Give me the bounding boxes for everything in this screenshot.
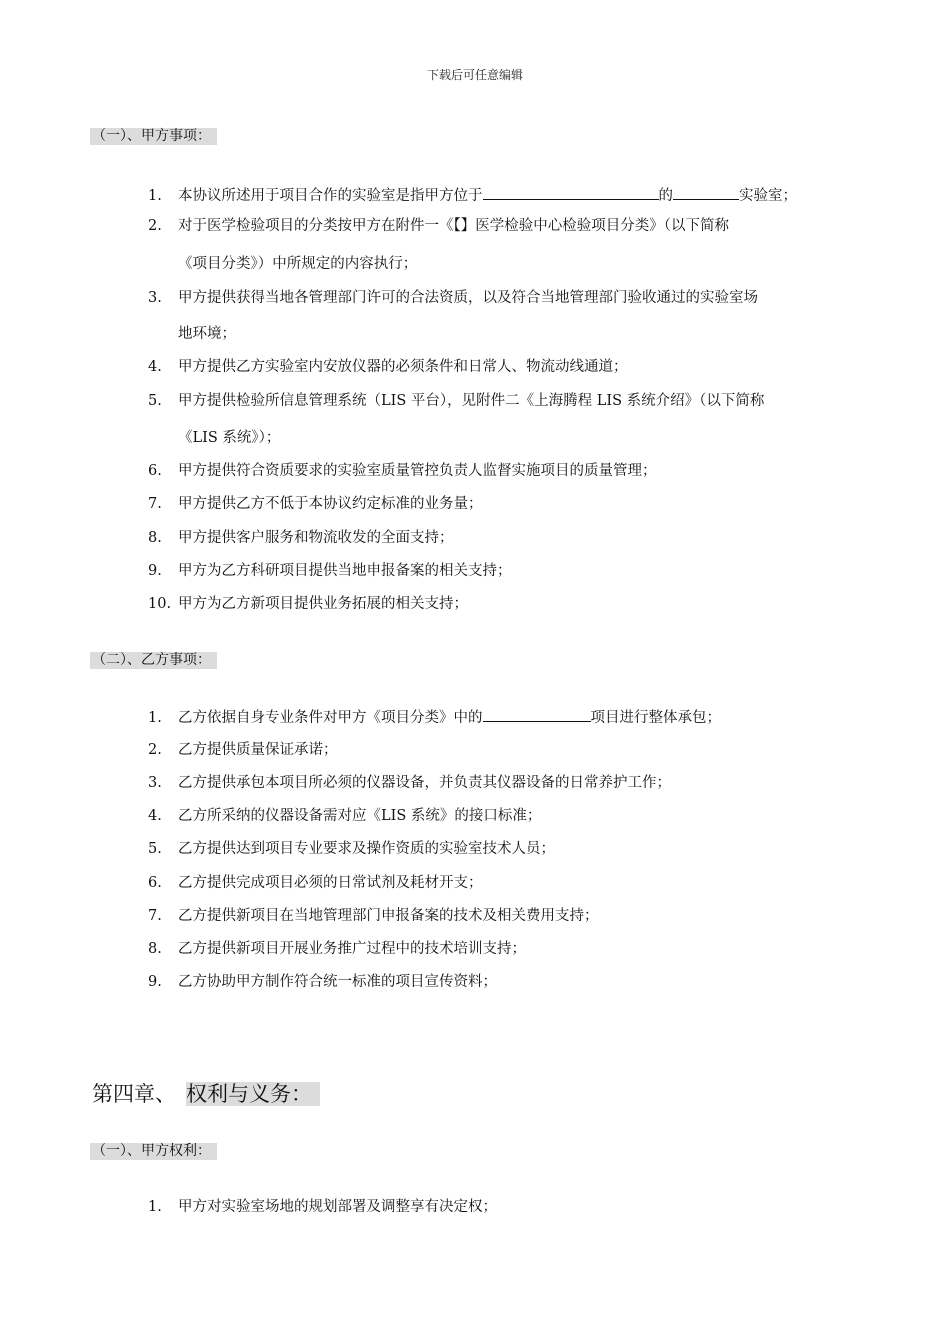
item-text: 甲方对实验室场地的规划部署及调整享有决定权； <box>178 1199 497 1215</box>
item-text: 乙方提供新项目开展业务推广过程中的技术培训支持； <box>178 941 526 957</box>
list-item <box>148 594 868 614</box>
list-item <box>148 216 868 236</box>
item-text: 乙方提供承包本项目所必须的仪器设备，并负责其仪器设备的日常养护工作； <box>178 775 671 791</box>
item-continuation: 《LIS 系统》）； <box>178 430 281 446</box>
item-number: 6. <box>148 875 162 891</box>
list-item <box>148 288 868 308</box>
item-number: 7. <box>148 908 162 924</box>
item-number: 2. <box>148 218 162 234</box>
list-item <box>148 1197 868 1217</box>
item-number: 4. <box>148 808 162 824</box>
section-title-party-a-matters: （一）、甲方事项： <box>90 128 217 145</box>
fill-blank-lab[interactable] <box>673 184 739 200</box>
list-item <box>148 839 868 859</box>
item-text: 乙方提供达到项目专业要求及操作资质的实验室技术人员； <box>178 841 555 857</box>
list-item <box>148 461 868 481</box>
item-text: 乙方依据自身专业条件对甲方《项目分类》中的 <box>178 710 483 726</box>
item-text: 甲方为乙方科研项目提供当地申报备案的相关支持； <box>178 563 512 579</box>
item-text: 乙方所采纳的仪器设备需对应《LIS 系统》的接口标准； <box>178 808 542 824</box>
fill-blank-location[interactable] <box>483 184 659 200</box>
list-item <box>148 806 868 826</box>
item-text: 乙方提供新项目在当地管理部门申报备案的技术及相关费用支持； <box>178 908 599 924</box>
item-number: 5. <box>148 841 162 857</box>
list-item <box>148 972 868 992</box>
item-number: 10. <box>148 596 172 612</box>
item-text: 甲方提供客户服务和物流收发的全面支持； <box>178 530 454 546</box>
section-title-party-b-matters: （二）、乙方事项： <box>90 652 217 669</box>
item-number: 2. <box>148 742 162 758</box>
item-continuation: 地环境； <box>178 326 236 342</box>
list-item <box>148 561 868 581</box>
item-text: 实验室； <box>739 188 797 204</box>
list-item <box>148 184 868 206</box>
item-number: 1. <box>148 1199 162 1215</box>
fill-blank-project[interactable] <box>483 706 591 722</box>
item-number: 4. <box>148 359 162 375</box>
item-number: 8. <box>148 941 162 957</box>
chapter-prefix: 第四章、 <box>92 1082 176 1106</box>
item-continuation: 《项目分类》）中所规定的内容执行； <box>178 256 418 272</box>
item-number: 5. <box>148 393 162 409</box>
item-text: 的 <box>658 188 673 204</box>
item-text: 甲方提供乙方不低于本协议约定标准的业务量； <box>178 496 483 512</box>
item-number: 3. <box>148 775 162 791</box>
page-header: 下载后可任意编辑 <box>426 68 523 82</box>
list-item <box>148 391 868 411</box>
item-number: 6. <box>148 463 162 479</box>
list-item <box>148 939 868 959</box>
item-text: 甲方提供符合资质要求的实验室质量管控负责人监督实施项目的质量管理； <box>178 463 657 479</box>
item-text: 乙方提供质量保证承诺； <box>178 742 338 758</box>
item-number: 1. <box>148 188 162 204</box>
list-item <box>148 906 868 926</box>
item-text: 对于医学检验项目的分类按甲方在附件一《【】医学检验中心检验项目分类》（以下简称 <box>178 218 729 234</box>
list-item <box>148 773 868 793</box>
item-number: 8. <box>148 530 162 546</box>
item-text: 本协议所述用于项目合作的实验室是指甲方位于 <box>178 188 483 204</box>
item-number: 7. <box>148 496 162 512</box>
chapter-title: 权利与义务： <box>186 1082 320 1106</box>
item-number: 9. <box>148 563 162 579</box>
list-item <box>148 873 868 893</box>
item-text: 甲方提供检验所信息管理系统（LIS 平台），见附件二《上海腾程 LIS 系统介绍》（以下简称 <box>178 393 765 409</box>
item-text: 甲方提供乙方实验室内安放仪器的必须条件和日常人、物流动线通道； <box>178 359 628 375</box>
chapter-heading <box>92 1080 320 1108</box>
list-item <box>148 357 868 377</box>
list-item <box>148 706 868 728</box>
list-item <box>148 494 868 514</box>
item-text: 乙方协助甲方制作符合统一标准的项目宣传资料； <box>178 974 497 990</box>
list-item <box>148 528 868 548</box>
item-text: 乙方提供完成项目必须的日常试剂及耗材开支； <box>178 875 483 891</box>
item-text: 甲方为乙方新项目提供业务拓展的相关支持； <box>178 596 468 612</box>
item-number: 9. <box>148 974 162 990</box>
list-item <box>148 740 868 760</box>
item-text: 项目进行整体承包； <box>590 710 721 726</box>
section-title-party-a-rights: （一）、甲方权利： <box>90 1143 217 1160</box>
item-number: 1. <box>148 710 162 726</box>
item-text: 甲方提供获得当地各管理部门许可的合法资质，以及符合当地管理部门验收通过的实验室场 <box>178 290 758 306</box>
item-number: 3. <box>148 290 162 306</box>
